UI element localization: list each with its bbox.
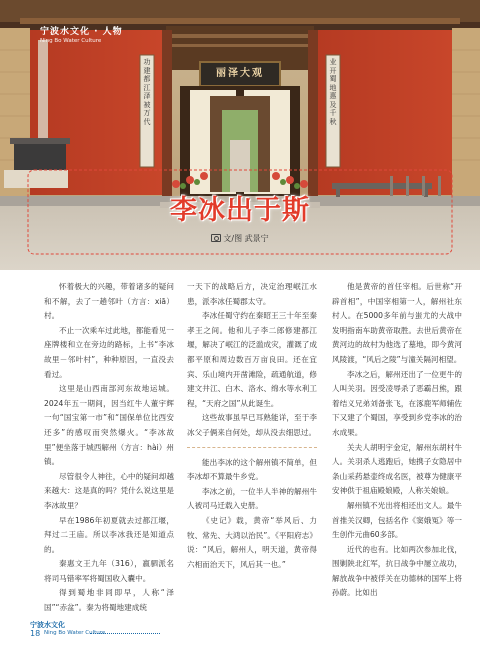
couplet-left: 功建都江泽被万代 (143, 58, 151, 126)
section-subtitle: Ning Bo Water Culture (40, 38, 102, 44)
paragraph: 他是黄帝的首任宰相。后世称“开辟首相”，中国宰相第一人，解州社东村人。在5000多年前与蚩尤的大战中发明指南车助黄帝取胜。去世后黄帝在黄河边的故村为他选了墓地，即今黄河风陵渡，“风后之陵”与潼关隔河相望。 (332, 282, 462, 364)
paragraph: 不止一次乘车过此地，都能看见一座牌楼和立在旁边的路标，上书“李冰故里－邻叶村”，种种原因，一直没去看过。 (44, 325, 174, 379)
page-footer (30, 620, 170, 638)
paragraph: 尽管很令人神往，心中的疑问却越来越大：这是真的吗？凭什么说这里是李冰故里？ (44, 471, 174, 510)
paragraph: 《史记》载，黄帝“举风后、力牧、常先、大鸿以治民”。《平阳府志》说：“风后，解州人，明天道，黄帝得六相而治天下，风后其一也。” (187, 515, 317, 569)
paragraph: 这些故事虽早已耳熟能详，至于李冰父子俩来自何处，却从没去细思过。 (187, 413, 317, 437)
article-title: 李冰出于斯 (170, 195, 310, 226)
paragraph: 解州镇不光出将相还出文人。最牛首推关汉卿，包括名作《窦娥冤》等一生创作元曲60多部。 (332, 500, 462, 540)
article-body (44, 280, 462, 613)
paragraph: 近代的也有。比如两次参加北伐，围剿陕北红军，抗日战争中屡立战功，解放战争中被俘关在功德林的国军上将孙蔚。比如出 (332, 544, 462, 598)
column-2 (187, 280, 317, 572)
footer-subtitle: Ning Bo Water Culture (44, 630, 106, 636)
gate-plaque: 丽泽大观 (216, 68, 264, 79)
section-title: 宁波水文化 · 人物 (40, 27, 123, 37)
paragraph: 秦惠文王九年（316），嬴驷派名将司马错率军将蜀国收入囊中。 (44, 559, 174, 583)
paragraph: 早在1986年初夏就去过都江堰，拜过二王庙。所以李冰我还是知道点的。 (44, 515, 174, 554)
byline-text: 文/图 武景宁 (223, 234, 269, 243)
paragraph: 一天下的战略后方，决定治理岷江水患，派李冰任蜀郡太守。 (187, 282, 317, 306)
paragraph: 这里是山西南部河东故地运城。2024年五一期间，因当红牛人董宇辉一句“国宝第一市”和“国保单位比西安还多”的感叹而突然爆火。“李冰故里”便坐落于城西解州（方言：hài）州镇。 (44, 384, 174, 467)
column-3 (332, 280, 462, 601)
couplet-right: 业开蜀地惠及千秋 (329, 58, 337, 126)
section-tag (40, 24, 123, 44)
byline (0, 233, 480, 244)
paragraph: 能出李冰的这个解州镇不简单，但李冰却不算最牛乡党。 (187, 457, 317, 482)
paragraph: 怀着极大的兴趣，带着诸多的疑问和不解，去了一趟邻叶（方言：xiā）村。 (44, 282, 174, 321)
footer-rule (90, 633, 160, 634)
page-number: 18 (30, 629, 41, 638)
section-divider (187, 447, 317, 448)
paragraph: 关夫人胡明宇金定，解州东胡村牛人。关羽杀人逃跑后，她携子女隐居中条山采药悬壶终成名医，被尊为健康平安神供于祖庙殿娘殿，人称关娘娘。 (332, 442, 462, 496)
paragraph: 得到蜀地非同即早，人称“泽国”“赤盆”。秦为将蜀地建成统 (44, 588, 174, 613)
camera-icon (211, 234, 221, 242)
column-1 (44, 280, 174, 616)
paragraph: 李冰之后，解州还出了一位更牛的人叫关羽。因受凌辱杀了恶霸吕熊，跟着结义兄弟刘备张飞，在涿鹿军师辅佐下又建了个蜀国，享受到乡党李冰的治水成果。 (332, 369, 462, 437)
paragraph: 李冰之前，一位半人半神的解州牛人被司马迁载入史册。 (187, 486, 317, 511)
footer-logo: 宁波水文化 (30, 621, 65, 629)
paragraph: 李冰任蜀守约在秦昭王三十年至秦孝王之间。他和儿子李二郎修建都江堰，解决了岷江的泛滥成灾，灌溉了成都平原和周边数百万亩良田。还在宜宾、乐山境内开凿滩险，疏通航道，修建文井江、白木、洛水、绵水等水利工程，“天府之国”从此诞生。 (187, 311, 317, 408)
